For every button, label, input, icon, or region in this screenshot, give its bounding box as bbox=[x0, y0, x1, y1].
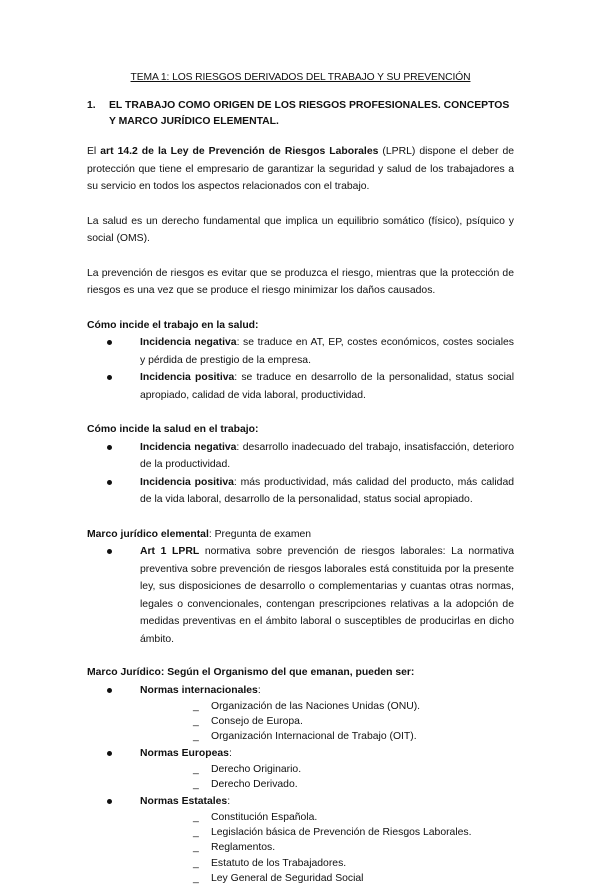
bullet-icon bbox=[107, 445, 112, 450]
list-item: _ Reglamentos. bbox=[140, 840, 514, 855]
sublist-europeas bbox=[140, 762, 514, 792]
dash-mark: _ bbox=[193, 699, 199, 714]
list-item: _ Legislación básica de Prevención de Riesgos Laborales. bbox=[140, 825, 514, 840]
bullet-icon bbox=[107, 751, 112, 756]
p1-post: (LPRL) dispone el deber de protección que tiene el empresario de garantizar la seguridad y salud de los trabajadores a su servicio en todos los aspectos relacionados con el trabajo. bbox=[87, 146, 514, 192]
list-item: Incidencia negativa: desarrollo inadecuado del trabajo, insatisfacción, deterioro de la productividad. bbox=[87, 439, 514, 474]
list-item-normas-estatales: Normas Estatales: _ Constitución Española. _ Legislación básica de Prevención de Riesgos Laborales. _ Reglamentos. _ Estatuto de los Trabajadores. _ Ley General de Seguridad Social bbox=[87, 793, 514, 886]
list-item: _ Ley General de Seguridad Social bbox=[140, 871, 514, 886]
list-item: _ Constitución Española. bbox=[140, 810, 514, 825]
sublist-estatales bbox=[140, 810, 514, 886]
list-item: _ Estatuto de los Trabajadores. bbox=[140, 856, 514, 871]
p1-pre: El bbox=[87, 146, 100, 157]
paragraph-prevencion: La prevención de riesgos es evitar que se produzca el riesgo, mientras que la protección de riesgos es una vez que se produce el riesgo minimizar los daños causados. bbox=[87, 265, 514, 300]
dash-mark: _ bbox=[193, 762, 199, 777]
list-item: Art 1 LPRL normativa sobre prevención de riesgos laborales: La normativa preventiva sobre prevención de riesgos laborales está constituida por la presente ley, sus disposiciones de desarrollo o complementarias y cuantas otras normas, legales o convencionales, contengan prescripciones relativas a la adopción de medidas preventivas en el ámbito laboral o susceptibles de producirlas en dicho ámbito. bbox=[87, 543, 514, 648]
dash-mark: _ bbox=[193, 840, 199, 855]
dash-mark: _ bbox=[193, 714, 199, 729]
list-item: _ Derecho Derivado. bbox=[140, 777, 514, 792]
list-item: _ Organización Internacional de Trabajo (OIT). bbox=[140, 729, 514, 744]
sublist-internacionales bbox=[140, 699, 514, 745]
bullet-icon bbox=[107, 480, 112, 485]
list-trabajo-salud bbox=[87, 334, 514, 404]
list-marco-elemental bbox=[87, 543, 514, 648]
list-item-normas-internacionales: Normas internacionales: _ Organización de las Naciones Unidas (ONU). _ Consejo de Europa. _ Organización Internacional de Trabajo (OIT). bbox=[87, 682, 514, 745]
dash-mark: _ bbox=[193, 729, 199, 744]
list-item-normas-europeas: Normas Europeas: _ Derecho Originario. _ Derecho Derivado. bbox=[87, 745, 514, 793]
paragraph-lprl bbox=[87, 143, 514, 196]
subheading-salud-trabajo: Cómo incide la salud en el trabajo: bbox=[87, 421, 514, 439]
section-number: 1. bbox=[87, 98, 109, 130]
section-title: EL TRABAJO COMO ORIGEN DE LOS RIESGOS PROFESIONALES. CONCEPTOS Y MARCO JURÍDICO ELEMENTAL. bbox=[109, 98, 514, 130]
dash-mark: _ bbox=[193, 856, 199, 871]
list-item: Incidencia negativa: se traduce en AT, EP, costes económicos, costes sociales y pérdida de prestigio de la empresa. bbox=[87, 334, 514, 369]
dash-mark: _ bbox=[193, 777, 199, 792]
list-normas bbox=[87, 682, 514, 886]
p1-bold: art 14.2 de la Ley de Prevención de Riesgos Laborales bbox=[100, 146, 378, 157]
bullet-icon bbox=[107, 688, 112, 693]
section-heading bbox=[87, 98, 514, 130]
page-title: TEMA 1: LOS RIESGOS DERIVADOS DEL TRABAJO Y SU PREVENCIÓN bbox=[87, 72, 514, 83]
list-salud-trabajo bbox=[87, 439, 514, 509]
dash-mark: _ bbox=[193, 871, 199, 886]
bullet-icon bbox=[107, 549, 112, 554]
dash-mark: _ bbox=[193, 810, 199, 825]
list-item: Incidencia positiva: se traduce en desarrollo de la personalidad, status social apropiado, calidad de vida laboral, productividad. bbox=[87, 369, 514, 404]
list-item: _ Organización de las Naciones Unidas (ONU). bbox=[140, 699, 514, 714]
subheading-marco-elemental: Marco jurídico elemental: Pregunta de examen bbox=[87, 526, 514, 544]
bullet-icon bbox=[107, 799, 112, 804]
subheading-trabajo-salud: Cómo incide el trabajo en la salud: bbox=[87, 317, 514, 335]
bullet-icon bbox=[107, 375, 112, 380]
subheading-marco-organismo: Marco Jurídico: Según el Organismo del que emanan, pueden ser: bbox=[87, 664, 514, 682]
paragraph-salud: La salud es un derecho fundamental que implica un equilibrio somático (físico), psíquico y social (OMS). bbox=[87, 213, 514, 248]
list-item: _ Consejo de Europa. bbox=[140, 714, 514, 729]
list-item: _ Derecho Originario. bbox=[140, 762, 514, 777]
list-item: Incidencia positiva: más productividad, más calidad del producto, más calidad de la vida laboral, desarrollo de la personalidad, status social apropiado. bbox=[87, 474, 514, 509]
bullet-icon bbox=[107, 340, 112, 345]
dash-mark: _ bbox=[193, 825, 199, 840]
